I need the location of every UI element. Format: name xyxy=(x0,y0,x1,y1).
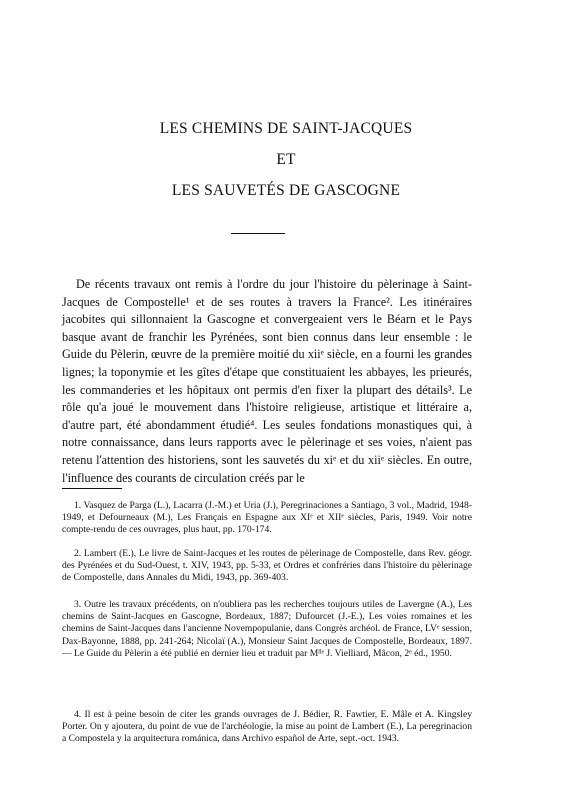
footnote-4: 4. Il est à peine besoin de citer les grands ouvrages de J. Bédier, R. Fawtier, E. Mâle et A. Kingsley Porter. On y ajoutera, du point de vue de l'archéologie, la mise au point de Lambert (E.), La peregrinacion a Compostela y la arquitectura románica, dans Archivo español de Arte, sept.-oct. 1943. xyxy=(62,709,472,745)
footnote-3: 3. Outre les travaux précédents, on n'oubliera pas les recherches toujours utiles de Lavergne (A.), Les chemins de Saint-Jacques en Gascogne, Bordeaux, 1887; Dufourcet (J.-E.), Les voies romaines et les chemins de Saint-Jacques dans l'ancienne Novempopulanie, dans Congrès archéol. de France, LVᵉ session, Dax-Bayonne, 1888, pp. 241-264; Nicolaï (A.), Monsieur Saint Jacques de Compostelle, Bordeaux, 1897. — Le Guide du Pèlerin a été publié en dernier lieu et traduit par Mˡˡᵉ J. Vielliard, Mâcon, 2ᵉ éd., 1950. xyxy=(62,599,472,659)
title-line-2: ET xyxy=(276,151,296,168)
body-paragraph: De récents travaux ont remis à l'ordre du jour l'histoire du pèlerinage à Saint-Jacques de Compostelle¹ et de ses routes à travers la France². Les itinéraires jacobites qui sillonnaient la Gascogne et convergeaient vers le Béarn et le Pays basque avant de franchir les Pyrénées, sont bien connus dans leur ensemble : le Guide du Pèlerin, œuvre de la première moitié du xiiᵉ siècle, en a fourni les grandes lignes; la toponymie et les gîtes d'étape que constituaient les abbayes, les prieurés, les commanderies et les hôpitaux ont permis d'en fixer la plupart des détails³. Le rôle qu'a joué le mouvement dans l'histoire religieuse, artistique et littéraire a, d'autre part, été abondamment étudié⁴. Les seules fondations monastiques qui, à notre connaissance, dans leurs rapports avec le pèlerinage et ses voies, n'aient pas retenu l'attention des historiens, sont les sauvetés du xiᵉ et du xiiᵉ siècles. En outre, l'influence des courants de circulation créés par le xyxy=(62,277,472,485)
footnote-1: 1. Vasquez de Parga (L.), Lacarra (J.-M.) et Uria (J.), Peregrinaciones a Santiago, 3 vol., Madrid, 1948-1949, et Defourneaux (M.), Les Français en Espagne aux XIᵉ et XIIᵉ siècles, Paris, 1949. Voir notre compte-rendu de ces ouvrages, plus haut, pp. 170-174. xyxy=(62,500,472,536)
title-divider xyxy=(231,233,285,234)
title-line-3: LES SAUVETÉS DE GASCOGNE xyxy=(171,182,401,199)
footnote-divider xyxy=(62,488,122,489)
title-line-1: LES CHEMINS DE SAINT-JACQUES xyxy=(159,120,413,137)
footnote-2: 2. Lambert (E.), Le livre de Saint-Jacques et les routes de pèlerinage de Compostelle, dans Rev. géogr. des Pyrénées et du Sud-Ouest, t. XIV, 1943, pp. 5-33, et Ordres et confréries dans l'histoire du pèlerinage de Compostelle, dans Annales du Midi, 1943, pp. 369-403. xyxy=(62,548,472,584)
